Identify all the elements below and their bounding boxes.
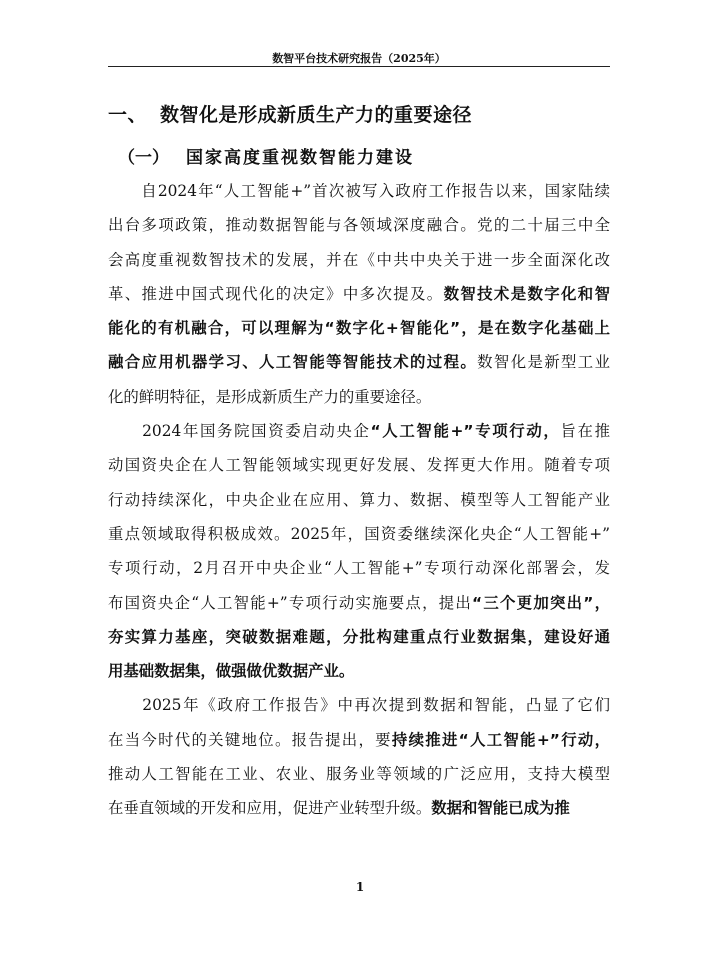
- text-run: 出台多项政策，推动数据智能与各领域深度融合。党的二十届三中全: [108, 216, 610, 235]
- text-line: [108, 448, 610, 482]
- section-number: 一、: [108, 104, 148, 126]
- bold-run: 夯实算力基座，突破数据难题，分批构建重点行业数据集，建设好通: [108, 627, 610, 646]
- text-run: 革、推进中国式现代化的决定》中多次提及。: [108, 284, 444, 303]
- paragraph: [108, 414, 610, 688]
- subsection-heading: [118, 143, 414, 168]
- text-run: 专项行动，2月召开中央企业“人工智能+”专项行动深化部署会，发: [108, 559, 610, 578]
- text-run: 会高度重视数智技术的发展，并在《中共中央关于进一步全面深化改: [108, 250, 610, 269]
- paragraph: [108, 174, 610, 414]
- bold-run: 融合应用机器学习、人工智能等智能技术的过程。: [108, 353, 478, 372]
- text-run: 推动人工智能在工业、农业、服务业等领域的广泛应用，支持大模型: [108, 765, 610, 784]
- text-line: [108, 277, 610, 311]
- text-line: [108, 311, 610, 345]
- text-run: 行动持续深化，中央企业在应用、算力、数据、模型等人工智能产业: [108, 490, 610, 509]
- bold-run: “人工智能+”专项行动，: [370, 422, 561, 441]
- text-line: [108, 483, 610, 517]
- page-number: 1: [355, 880, 365, 894]
- bold-run: 持续推进“人工智能+”行动，: [391, 730, 610, 749]
- text-run: 在垂直领域的开发和应用，促进产业转型升级。: [108, 799, 432, 818]
- text-run: 自2024年“人工智能+”首次被写入政府工作报告以来，国家陆续: [108, 182, 610, 200]
- body-text: [108, 174, 610, 826]
- subsection-title: 国家高度重视数智能力建设: [186, 148, 414, 168]
- text-line: [108, 414, 610, 448]
- subsection-number: （一）: [118, 148, 169, 168]
- text-run: 动国资央企在人工智能领域实现更好发展、发挥更大作用。随着专项: [108, 456, 610, 475]
- text-line: [108, 243, 610, 277]
- text-line: [108, 620, 610, 654]
- paragraph: [108, 688, 610, 825]
- bold-run: 数据和智能已成为推: [431, 799, 570, 818]
- section-heading: [108, 100, 472, 127]
- header-divider: [108, 66, 610, 67]
- bold-run: 数智技术是数字化和智: [443, 284, 610, 303]
- text-run: 2024年国务院国资委启动央企: [108, 422, 371, 441]
- text-line: [108, 757, 610, 791]
- text-run: 重点领域取得积极成效。2025年，国资委继续深化央企“人工智能+”: [108, 524, 610, 543]
- text-run: 布国资央企“人工智能+”专项行动实施要点，提出: [108, 593, 473, 612]
- bold-run: “三个更加突出”，: [472, 593, 611, 612]
- running-header: 数智平台技术研究报告（2025年）: [272, 52, 446, 65]
- bold-run: 能化的有机融合，可以理解为“数字化+智能化”，是在数字化基础上: [108, 319, 610, 338]
- text-run: 化的鲜明特征，是形成新质生产力的重要途径。: [108, 387, 432, 406]
- text-line: [108, 688, 610, 722]
- text-line: [108, 208, 610, 242]
- text-line: [108, 791, 610, 825]
- text-run: 在当今时代的关键地位。报告提出，要: [108, 730, 392, 749]
- text-run: 2025年《政府工作报告》中再次提到数据和智能，凸显了它们: [108, 696, 610, 715]
- bold-run: 用基础数据集，做强做优数据产业。: [108, 662, 355, 681]
- text-run: 旨在推: [560, 422, 610, 441]
- text-line: [108, 723, 610, 757]
- text-line: [108, 174, 610, 208]
- text-run: 数智化是新型工业: [477, 353, 610, 372]
- text-line: [108, 345, 610, 379]
- text-line: [108, 654, 610, 688]
- section-title: 数智化是形成新质生产力的重要途径: [160, 104, 473, 126]
- text-line: [108, 586, 610, 620]
- text-line: [108, 517, 610, 551]
- text-line: [108, 551, 610, 585]
- text-line: [108, 380, 610, 414]
